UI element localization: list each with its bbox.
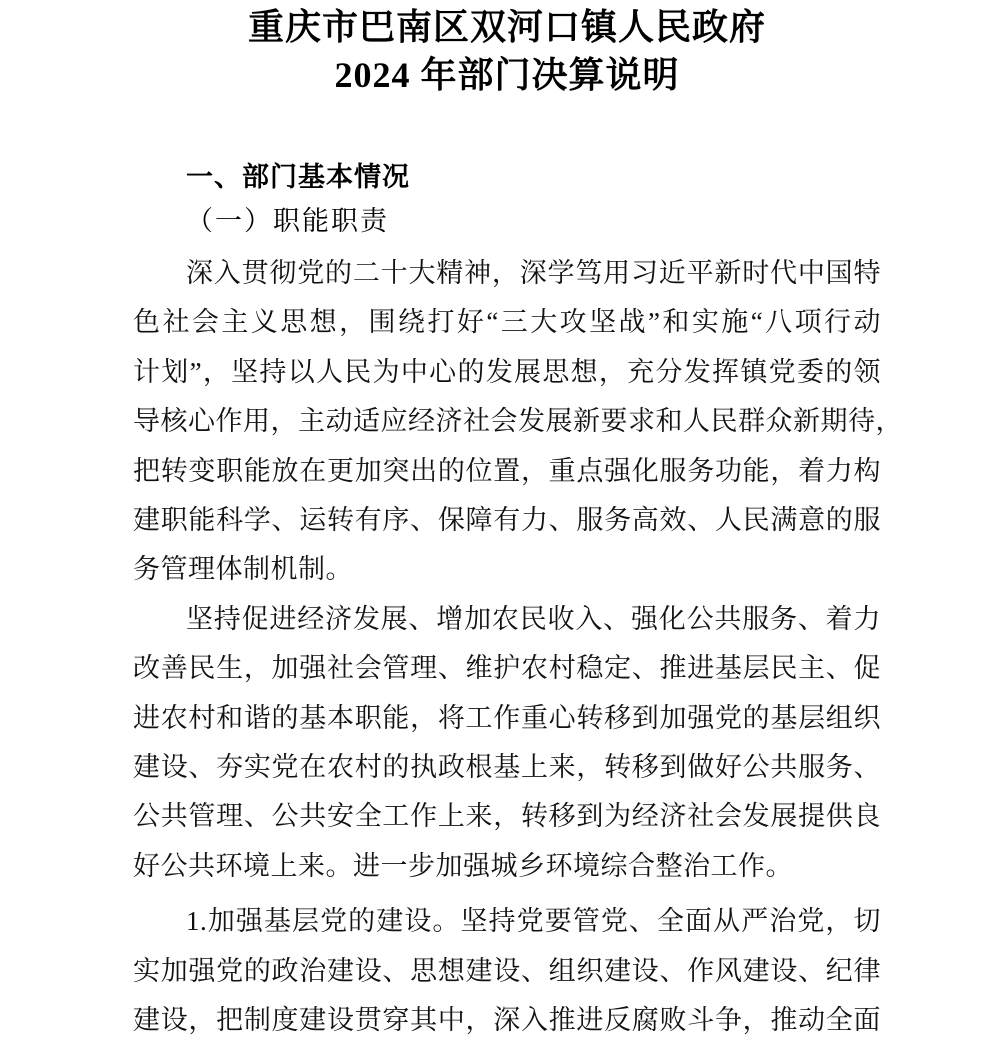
text-line: 深入贯彻党的二十大精神，深学笃用习近平新时代中国特: [186, 258, 881, 288]
document-content: [133, 0, 903, 1046]
text-line: 建设、夯实党在农村的执政根基上来，转移到做好公共服务、: [133, 752, 881, 783]
subsection-heading: （一）职能职责: [186, 206, 389, 236]
paragraph: [133, 249, 903, 595]
text-line: 改善民生，加强社会管理、维护农村稳定、推进基层民主、促: [133, 653, 881, 684]
text-line: 公共管理、公共安全工作上来，转移到为经济社会发展提供良: [133, 801, 881, 832]
paragraph: [133, 595, 881, 891]
text-line: 导核心作用，主动适应经济社会发展新要求和人民群众新期待，: [133, 406, 903, 437]
document-body: [133, 249, 903, 1046]
text-line: 计划”，坚持以人民为中心的发展思想，充分发挥镇党委的领: [133, 356, 881, 387]
section-heading: 一、部门基本情况: [186, 162, 410, 192]
text-line: 好公共环境上来。进一步加强城乡环境综合整治工作。: [133, 850, 793, 881]
document-title-line-2: 2024 年部门决算说明: [334, 55, 680, 95]
paragraph: [133, 897, 881, 1045]
text-line: 进农村和谐的基本职能，将工作重心转移到加强党的基层组织: [133, 702, 881, 733]
text-line: 把转变职能放在更加突出的位置，重点强化服务功能，着力构: [133, 455, 881, 486]
text-line: 坚持促进经济发展、增加农民收入、强化公共服务、着力: [186, 603, 881, 634]
text-line: 实加强党的政治建设、思想建设、组织建设、作风建设、纪律: [133, 955, 881, 986]
text-line: 1.加强基层党的建设。坚持党要管党、全面从严治党，切: [186, 906, 881, 937]
text-line: 色社会主义思想，围绕打好“三大攻坚战”和实施“八项行动: [133, 307, 881, 338]
text-line: 建设，把制度建设贯穿其中，深入推进反腐败斗争，推动全面: [133, 1005, 881, 1036]
document-title-line-1: 重庆市巴南区双河口镇人民政府: [247, 7, 766, 47]
text-line: 建职能科学、运转有序、保障有力、服务高效、人民满意的服: [133, 505, 881, 536]
document-title: [133, 0, 881, 99]
text-line: 务管理体制机制。: [133, 554, 353, 585]
